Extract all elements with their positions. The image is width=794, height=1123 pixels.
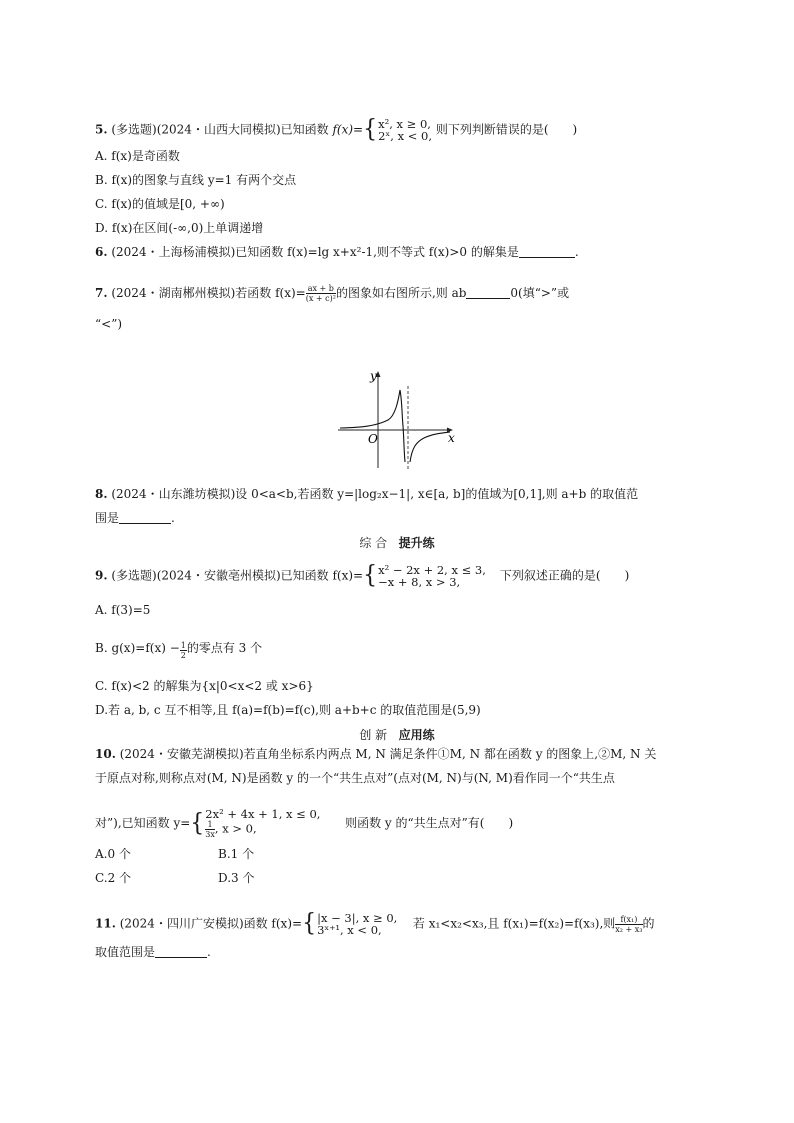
q10-case2 (205, 820, 341, 839)
q9-option-d: D.若 a, b, c 互不相等,且 f(a)=f(b)=f(c),则 a+b+c 的取值范围是(5,9) (95, 703, 481, 717)
q11-frac-num: f(x₁) (615, 915, 642, 925)
q11-answer-blank[interactable] (155, 945, 207, 958)
q9-option-b-frac (180, 641, 187, 660)
q10-option-d: D.3 个 (218, 871, 255, 885)
q6-answer-blank[interactable] (519, 245, 575, 258)
q11-post: 的 (642, 916, 655, 931)
q5-option-d: D. f(x)在区间(-∞,0)上单调递增 (95, 221, 264, 235)
graph-x-label: x (448, 431, 455, 445)
q9-cases (378, 564, 496, 588)
q9-prefix: (多选题)(2024・安徽亳州模拟)已知函数 f(x)= (111, 568, 364, 583)
q7-suffix: 0(填“>”或 (510, 286, 570, 300)
q10-line1 (95, 746, 656, 762)
graph-curve-right (410, 432, 450, 462)
q8-number: 8. (95, 487, 108, 501)
q5-fx: f(x)= (332, 122, 364, 137)
q6-stem (95, 244, 579, 260)
q9-case2: −x + 8, x > 3, (378, 575, 461, 589)
q5-case2: 2ˣ, x < 0, (378, 129, 433, 143)
q9-brace: { (363, 561, 378, 590)
q7-line2: “<”) (95, 317, 123, 331)
q8-end: . (171, 511, 175, 525)
q10-line1-text: (2024・安徽芜湖模拟)若直角坐标系内两点 M, N 满足条件①M, N 都在函数 y 的图象上,②M, N 关 (119, 747, 657, 761)
q5-brace: { (363, 115, 378, 144)
q5-suffix: 则下列判断错误的是( ) (435, 122, 578, 137)
q8-line1 (95, 486, 638, 502)
q5-number: 5. (95, 122, 108, 137)
q9-option-b-pre: B. g(x)=f(x) − (95, 641, 180, 655)
graph-curve-left (340, 390, 405, 462)
q5-case1: x², x ≥ 0, (378, 117, 431, 131)
q11-number: 11. (95, 916, 116, 931)
section-innovation (0, 726, 794, 743)
q9-option-c: C. f(x)<2 的解集为{x|0<x<2 或 x>6} (95, 679, 314, 693)
q7-frac-den: (x + c)² (305, 294, 336, 303)
q10-cases (205, 808, 341, 839)
q11-fraction (615, 915, 642, 934)
q10-case2-frac (205, 820, 215, 839)
q8-answer-blank[interactable] (119, 511, 171, 524)
section-comprehensive-a: 综 合 (359, 536, 388, 550)
q7-mid: 的图象如右图所示,则 ab (335, 286, 467, 300)
q10-case2-post: , x > 0, (214, 821, 257, 836)
q5-option-c: C. f(x)的值域是[0, +∞) (95, 197, 225, 211)
q10-frac-num: 1 (205, 820, 215, 830)
q7-fraction (306, 284, 336, 303)
q6-end: . (574, 245, 579, 259)
section-innovation-b: 应用练 (398, 728, 435, 742)
q11-line2-text: 取值范围是 (95, 945, 156, 959)
q5-stem (95, 115, 578, 144)
q7-number: 7. (95, 286, 108, 300)
q9-suffix: 下列叙述正确的是( ) (499, 568, 630, 583)
q8-line2 (95, 510, 175, 526)
q6-number: 6. (95, 245, 108, 259)
q10-line2: 于原点对称,则称点对(M, N)是函数 y 的一个“共生点对”(点对(M, N)与(N, M)看作同一个“共生点 (95, 771, 615, 785)
q5-cases (378, 118, 432, 142)
q9-frac-den: 2 (180, 651, 186, 660)
q10-line3 (95, 808, 513, 839)
q10-line3-post: 则函数 y 的“共生点对”有( ) (345, 816, 514, 830)
q11-case2: 3ˣ⁺¹, x < 0, (317, 923, 382, 937)
q5-prefix: (多选题)(2024・山西大同模拟)已知函数 (111, 122, 329, 137)
q8-text: (2024・山东潍坊模拟)设 0<a<b,若函数 y=|log₂x−1|, x∈[a, b]的值域为[0,1],则 a+b 的取值范 (111, 487, 639, 501)
q9-frac-num: 1 (180, 641, 186, 650)
q11-prefix: (2024・四川广安模拟)函数 f(x)= (119, 916, 303, 931)
q10-brace: { (190, 809, 205, 837)
q7-prefix: (2024・湖南郴州模拟)若函数 f(x)= (111, 286, 306, 300)
q11-mid: 若 x₁<x₂<x₃,且 f(x₁)=f(x₂)=f(x₃),则 (412, 916, 616, 931)
section-comprehensive-b: 提升练 (398, 536, 435, 550)
q7-stem (95, 284, 569, 303)
q11-line2 (95, 944, 211, 960)
q10-case1: 2x² + 4x + 1, x ≤ 0, (205, 807, 321, 821)
q11-cases (317, 912, 409, 936)
q9-stem (95, 561, 630, 590)
graph-origin-label: O (368, 432, 378, 446)
q11-frac-den: x₂ + x₃ (615, 924, 643, 934)
q9-option-b (95, 640, 262, 660)
q5-option-a: A. f(x)是奇函数 (95, 149, 180, 163)
q9-case1: x² − 2x + 2, x ≤ 3, (378, 563, 486, 577)
q6-text: (2024・上海杨浦模拟)已知函数 f(x)=lg x+x²-1,则不等式 f(x)>0 的解集是 (111, 245, 519, 259)
q10-line3-pre: 对”),已知函数 y= (95, 816, 191, 830)
q7-frac-num: ax + b (306, 284, 336, 294)
q9-option-b-post: 的零点有 3 个 (186, 641, 263, 655)
q10-number: 10. (95, 747, 116, 761)
q9-number: 9. (95, 568, 108, 583)
q8-line2-text: 围是 (95, 511, 120, 525)
section-innovation-a: 创 新 (359, 728, 388, 742)
q11-case1: |x − 3|, x ≥ 0, (317, 911, 398, 925)
q5-option-b: B. f(x)的图象与直线 y=1 有两个交点 (95, 173, 297, 187)
section-comprehensive (0, 534, 794, 551)
q11-end: . (207, 945, 211, 959)
q10-option-a: A.0 个 (95, 847, 131, 861)
graph-y-label: y (370, 369, 377, 383)
q7-function-graph (332, 366, 462, 472)
q10-option-b: B.1 个 (218, 847, 255, 861)
q11-brace: { (302, 909, 317, 938)
q7-answer-blank[interactable] (466, 286, 510, 299)
q9-option-a: A. f(3)=5 (95, 603, 151, 617)
q10-option-c: C.2 个 (95, 871, 132, 885)
q11-stem (95, 909, 655, 938)
q10-frac-den: 3x (205, 830, 215, 839)
